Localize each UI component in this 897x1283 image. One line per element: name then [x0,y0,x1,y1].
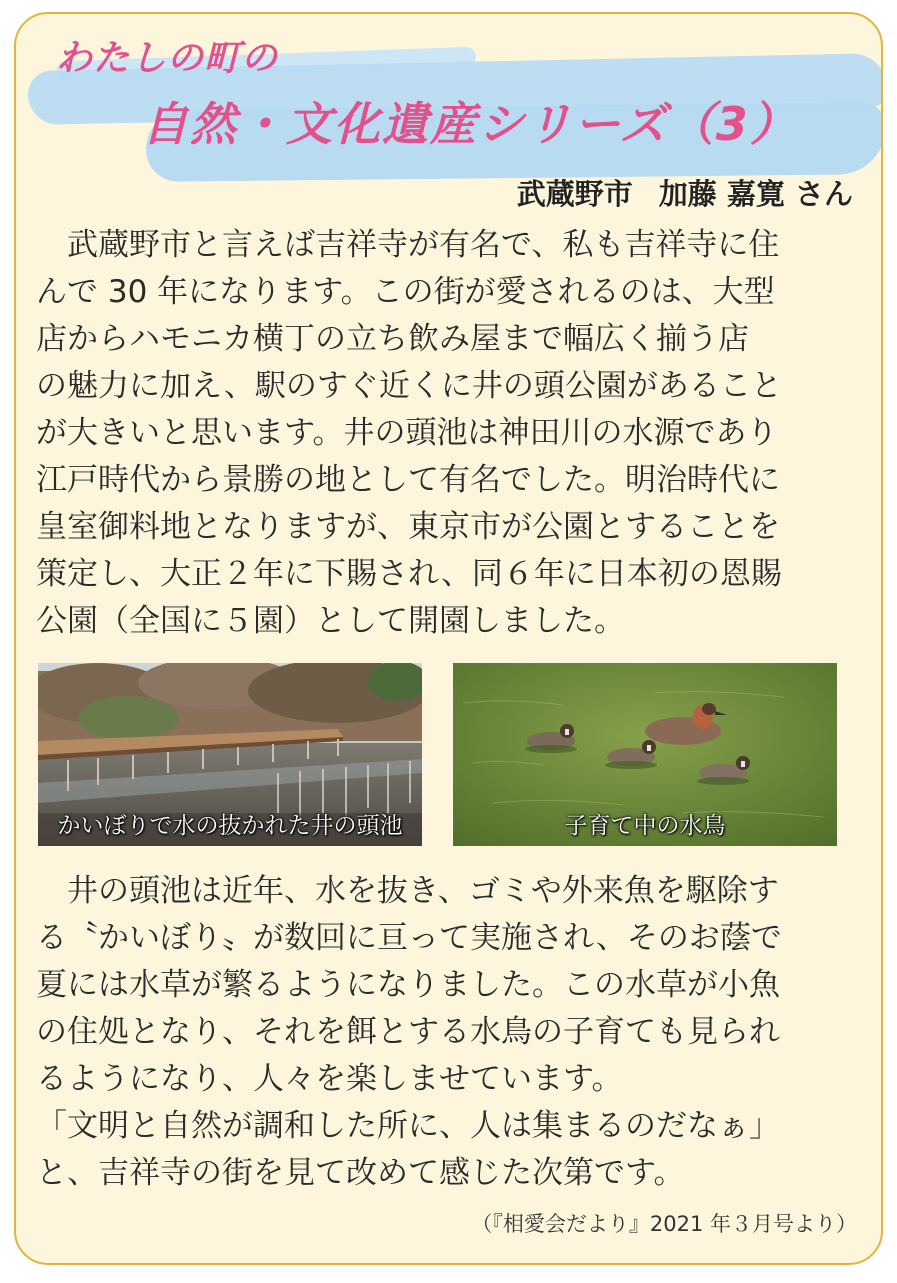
source-credit: （『相愛会だより』2021 年３月号より） [471,1212,857,1236]
text-line: の魅力に加え、駅のすぐ近くに井の頭公園があること [36,368,782,404]
author-city: 武蔵野市 [516,177,633,211]
series-kicker: わたしの町の [56,38,279,79]
text-line: 公園（全国に５園）として開園しました。 [36,603,625,639]
series-title: 自然・文化遺産シリーズ（3） [142,97,798,151]
text-line: 策定し、大正２年に下賜され、同６年に日本初の恩賜 [36,556,782,592]
photo-caption: 子育て中の水鳥 [564,813,726,839]
body-paragraph-1 [36,222,856,645]
text-line: が大きいと思います。井の頭池は神田川の水源であり [36,415,778,451]
photo-drained-pond [38,663,422,846]
text-line: る〝かいぼり〟が数回に亘って実施され、そのお蔭で [36,920,782,956]
text-line: 武蔵野市と言えば吉祥寺が有名で、私も吉祥寺に住 [36,227,780,263]
photo-caption: かいぼりで水の抜かれた井の頭池 [57,813,403,839]
photo-waterbirds [453,663,837,846]
text-line: 皇室御料地となりますが、東京市が公園とすることを [36,509,780,545]
text-line: んで 30 年になります。この街が愛されるのは、大型 [36,274,775,310]
text-line: 店からハモニカ横丁の立ち飲み屋まで幅広く揃う店 [36,321,749,357]
body-paragraph-2 [36,868,856,1197]
text-line: 井の頭池は近年、水を抜き、ゴミや外来魚を駆除す [36,873,779,909]
text-line: 夏には水草が繁るようになりました。この水草が小魚 [36,967,780,1003]
text-line: るようになり、人々を楽しませています。 [36,1061,623,1097]
text-line: 「文明と自然が調和した所に、人は集まるのだなぁ」 [36,1108,780,1144]
text-line: と、吉祥寺の街を見て改めて感じた次第です。 [36,1155,685,1191]
text-line: 江戸時代から景勝の地として有名でした。明治時代に [36,462,780,498]
author-byline [517,172,853,213]
text-line: の住処となり、それを餌とする水鳥の子育ても見られ [36,1014,780,1050]
author-name: 加藤 嘉寛 さん [658,177,853,211]
